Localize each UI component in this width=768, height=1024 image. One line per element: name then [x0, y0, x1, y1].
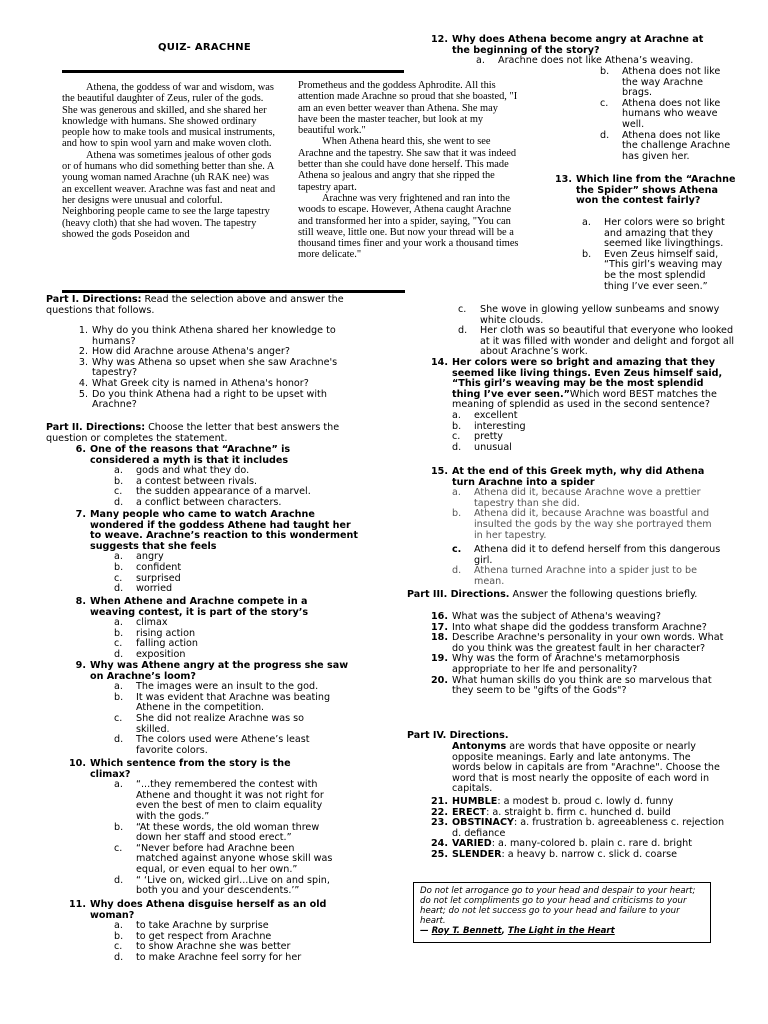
option[interactable]: a. gods and what they do. [114, 465, 250, 477]
q12-options-bcd [600, 66, 732, 162]
story-paragraph: Athena was sometimes jealous of other gods or of humans who did something better than she. A young woman named Arachne (uh RAK nee) was an excellent weaver. Arachne was fast and neat and her designs were unusual and colorful. Neighboring people came to see the large tapestry (heavy cloth) that she had woven. The tapestry showed the gods Poseidon and [62, 149, 276, 240]
option[interactable]: c. “Never before had Arachne been matched against anyone whose skill was equal, or even equal to her own.” [114, 842, 333, 875]
part3-directions [407, 590, 707, 601]
part3-text: Answer the following questions briefly. [509, 589, 698, 600]
question-10 [60, 759, 350, 897]
quote-text: Do not let arrogance go to your head and despair to your heart; do not let compliments go to your head and criticisms to your heart; do not let success go to your head and failure to your heart. [420, 886, 696, 926]
story-column-2 [298, 80, 520, 261]
option[interactable]: d. worried [114, 583, 173, 595]
option[interactable]: b. interesting [452, 420, 526, 432]
question-stem: 7. Many people who came to watch Arachne wondered if the goddess Athene had taught her to weave. Arachne’s reaction to this wonderment suggests that she feels [75, 509, 358, 552]
options [422, 411, 674, 453]
list-item: 4. What Greek city is named in Athena's honor? [78, 377, 309, 389]
options [60, 618, 336, 660]
option[interactable]: c. surprised [114, 572, 181, 584]
option[interactable]: b. “At these words, the old woman threw down her staff and stood erect.” [114, 821, 320, 844]
question-stem: 8. When Athene and Arachne compete in a weaving contest, it is part of the story’s [75, 596, 309, 618]
options [60, 682, 336, 756]
option[interactable]: b. confident [114, 561, 182, 573]
question-stem: 15. At the end of this Greek myth, why did Athena turn Arachne into a spider [431, 466, 705, 488]
option[interactable]: c. pretty [452, 431, 503, 443]
question-6 [60, 445, 350, 509]
option[interactable]: a. Athena did it, because Arachne wove a prettier tapestry than she did. [452, 487, 701, 509]
part3-heading: Part III. Directions. [407, 589, 510, 600]
option[interactable]: d. to make Arachne feel sorry for her [114, 951, 302, 963]
list-item: 1. Why do you think Athena shared her knowledge to humans? [78, 325, 336, 347]
list-item: 16. What was the subject of Athena's weaving? [431, 611, 661, 622]
option[interactable]: d. a conflict between characters. [114, 496, 282, 508]
list-item: 25. SLENDER: a heavy b. narrow c. slick d. coarse [431, 848, 678, 860]
q13-options-ab [582, 217, 730, 292]
part1-questions [62, 326, 362, 411]
question-15 [422, 467, 722, 588]
option[interactable]: c. She wove in glowing yellow sunbeams and snowy white clouds. [458, 304, 720, 326]
option[interactable]: a. “...they remembered the contest with Athene and thought it was not right for even the best of men to claim equality with the gods.” [114, 779, 324, 822]
quote-dash: — [420, 926, 432, 936]
part1-directions [46, 295, 366, 316]
option[interactable]: c. falling action [114, 638, 199, 650]
list-item: 20. What human skills do you think are so marvelous that they seem to be "gifts of the Gods"? [431, 674, 712, 697]
top-rule [62, 70, 404, 73]
options [60, 780, 336, 897]
option[interactable]: d. Her cloth was so beautiful that everyone who looked at it was filled with wonder and delight and forgot all about Arachne’s work. [458, 325, 735, 358]
options [60, 552, 336, 594]
option[interactable]: d. unusual [452, 441, 512, 453]
question-stem: 12. Why does Athena become angry at Arachne at the beginning of the story? [431, 34, 704, 56]
quote-box [413, 882, 711, 943]
question-stem: 11. Why does Athena disguise herself as an old woman? [69, 899, 327, 921]
story-paragraph: Athena, the goddess of war and wisdom, was the beautiful daughter of Zeus, ruler of the gods. She was generous and skilled, and she shared her knowledge with humans. She showed ordinary people how to make tools and musical instruments, and how to spin wool yarn and make woven cloth. [62, 82, 275, 150]
option[interactable]: b. to get respect from Arachne [114, 930, 272, 942]
q12-option-a[interactable]: a. Arachne does not like Athena’s weaving. [476, 55, 694, 66]
list-item: 5. Do you think Athena had a right to be upset with Arachne? [78, 388, 327, 411]
option[interactable]: c. She did not realize Arachne was so skilled. [114, 712, 305, 735]
question-stem: 13. Which line from the “Arachne the Spider” shows Athena won the contest fairly? [555, 174, 736, 207]
quote-separator: , [501, 926, 508, 936]
question-9 [60, 661, 350, 756]
option[interactable]: b. It was evident that Arachne was beating Athene in the competition. [114, 691, 331, 714]
quote-author: Roy T. Bennett [431, 926, 502, 936]
options [422, 488, 722, 587]
question-14 [422, 358, 732, 453]
question-stem: 10. Which sentence from the story is the climax? [69, 758, 291, 780]
question-13 [546, 175, 736, 207]
options [60, 466, 336, 508]
option[interactable]: b. Even Zeus himself said, “This girl’s weaving may be the most splendid thing I’ve ever seen.” [582, 248, 723, 292]
list-item: 24. VARIED: a. many-colored b. plain c. rare d. bright [431, 838, 692, 850]
option[interactable]: b. Athena does not like the way Arachne brags. [600, 66, 721, 99]
option[interactable]: a. angry [114, 551, 164, 563]
option[interactable]: d. The colors used were Athene’s least favorite colors. [114, 734, 310, 756]
question-stem: 14. Her colors were so bright and amazing that they seemed like living things. Even Zeus himself said, “This girl’s weaving may be the most splendid thing I’ve ever seen.”Which word BEST matches the meaning of splendid as used in the second sentence? [431, 357, 723, 411]
option[interactable]: b. Athena did it, because Arachne was boastful and insulted the gods by the way she portrayed them in her tapestry. [452, 508, 712, 541]
story-paragraph: When Athena heard this, she went to see Arachne and the tapestry. She saw that it was indeed better than she could have done herself. This made Athena so jealous and angry that she ripped the tapestry apart. [298, 136, 517, 193]
option[interactable]: c. to show Arachne she was better [114, 941, 291, 953]
list-item: 21. HUMBLE: a modest b. proud c. lowly d. funny [431, 796, 674, 807]
question-stem: 6. One of the reasons that “Arachne” is considered a myth is that it includes [75, 444, 291, 466]
list-item: 3. Why was Athena so upset when she saw Arachne's tapestry? [78, 356, 338, 379]
option[interactable]: d. exposition [114, 648, 186, 660]
list-item: 18. Describe Arachne's personality in your own words. What do you think was the greatest fault in her character? [431, 632, 724, 654]
part2-heading: Part II. Directions: [46, 422, 146, 433]
quiz-title: QUIZ- ARACHNE [158, 42, 252, 53]
list-item: 23. OBSTINACY: a. frustration b. agreeableness c. rejection d. defiance [431, 817, 725, 839]
options [60, 921, 356, 963]
option[interactable]: c. Athena does not like humans who weave well. [600, 97, 721, 130]
part2-directions [46, 423, 346, 444]
option[interactable]: a. The images were an insult to the god. [114, 681, 319, 693]
option[interactable]: b. a contest between rivals. [114, 475, 258, 487]
option[interactable]: d. Athena does not like the challenge Arachne has given her. [600, 129, 731, 162]
list-item: 19. Why was the form of Arachne's metamorphosis appropriate to her lfe and personality? [431, 653, 680, 675]
option[interactable]: a. to take Arachne by surprise [114, 920, 269, 932]
part1-text: Read the selection above and answer the questions that follows. [46, 294, 344, 316]
option[interactable]: a. Her colors were so bright and amazing that they seemed like livingthings. [582, 217, 725, 250]
question-7 [60, 510, 360, 595]
story-paragraph: Arachne was very frightened and ran into the woods to escape. However, Athena caught Arachne and transformed her into a spider, saying, "You can still weave, little one. But now your thread will be a thousand times finer and your work a thousand times more delicate." [298, 192, 519, 261]
option[interactable]: a. excellent [452, 409, 518, 421]
option[interactable]: c. the sudden appearance of a marvel. [114, 486, 311, 498]
list-item: 2. How did Arachne arouse Athena's anger? [78, 346, 290, 358]
option[interactable]: d. “ ‘Live on, wicked girl...Live on and spin, both you and your descendents.’” [114, 874, 330, 897]
question-11 [60, 900, 360, 964]
question-stem: 9. Why was Athene angry at the progress she saw on Arachne’s loom? [75, 660, 349, 682]
list-item: 22. ERECT: a. straight b. firm c. hunched d. build [431, 806, 671, 818]
part1-heading: Part I. Directions: [46, 294, 142, 305]
part4-items [422, 797, 726, 861]
q13-options-cd [458, 304, 742, 358]
part4-heading: Part IV. Directions. [407, 730, 509, 741]
option[interactable]: d. Athena turned Arachne into a spider just to be mean. [452, 565, 697, 587]
list-item: 17. Into what shape did the goddess transform Arachne? [431, 621, 707, 633]
part4-intro: Antonyms are words that have opposite or nearly opposite meanings. Early and late antonyms. The words below in capitals are from "Arachne". Choose the word that is most nearly the opposite of each word in capitals. [452, 741, 720, 795]
story-paragraph: Prometheus and the goddess Aphrodite. All this attention made Arachne so proud that she boasted, "I am an even better weaver than Athena. She may have been the master teacher, but look at my beautiful work." [298, 80, 518, 137]
quote-book: The Light in the Heart [507, 926, 615, 936]
option[interactable]: b. rising action [114, 627, 196, 639]
question-8 [60, 597, 350, 661]
option[interactable]: a. climax [114, 617, 168, 629]
part3-questions [422, 612, 726, 697]
question-12 [422, 35, 722, 56]
part2-text: Choose the letter that best answers the question or completes the statement. [46, 422, 340, 444]
option[interactable]: c. Athena did it to defend herself from this dangerous girl. [452, 544, 721, 566]
story-column-1 [62, 82, 277, 240]
story-bottom-rule [62, 290, 405, 293]
